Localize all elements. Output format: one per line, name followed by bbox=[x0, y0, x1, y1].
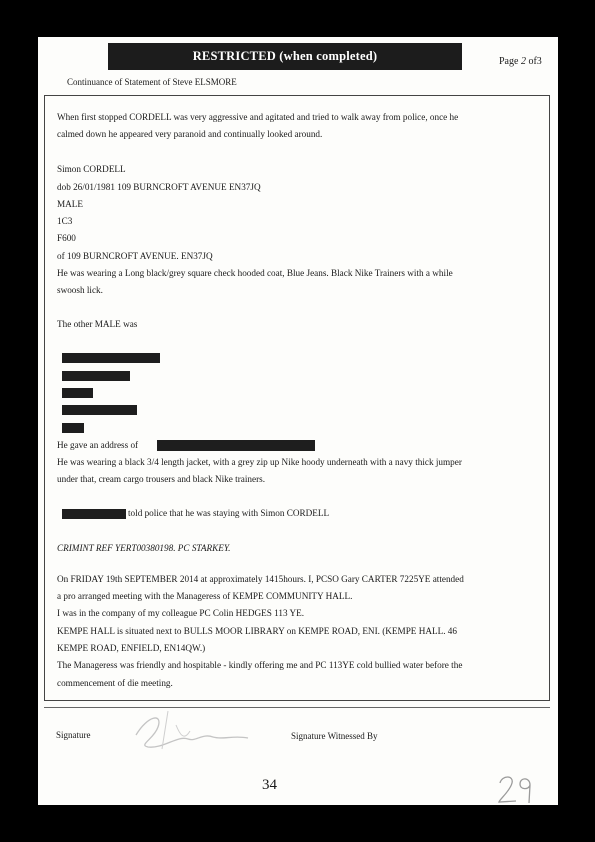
body-line: He gave an address of bbox=[57, 440, 139, 450]
redaction-block bbox=[62, 423, 84, 433]
page-prefix: Page bbox=[499, 56, 521, 67]
statement-page bbox=[38, 37, 558, 805]
signature-label: Signature bbox=[56, 730, 91, 740]
body-line: dob 26/01/1981 109 BURNCROFT AVENUE EN37JQ bbox=[57, 182, 261, 192]
continuance-label: Continuance of Statement of Steve ELSMORE bbox=[67, 77, 237, 87]
body-line: The Manageress was friendly and hospitable - kindly offering me and PC 113YE cold bullied water before the bbox=[57, 660, 463, 670]
redaction-block bbox=[62, 371, 130, 381]
redaction-block bbox=[62, 353, 160, 363]
redaction-block bbox=[62, 388, 93, 398]
body-line: 1C3 bbox=[57, 216, 73, 226]
body-line: commencement of die meeting. bbox=[57, 678, 173, 688]
signature-scrawl-icon bbox=[118, 705, 268, 755]
page-indicator bbox=[499, 56, 542, 67]
page-current: 2 bbox=[520, 56, 526, 67]
body-line: KEMPE HALL is situated next to BULLS MOOR LIBRARY on KEMPE ROAD, ENI. (KEMPE HALL. 46 bbox=[57, 626, 457, 636]
body-line: F600 bbox=[57, 233, 76, 243]
body-line: of 109 BURNCROFT AVENUE. EN37JQ bbox=[57, 251, 213, 261]
redaction-block bbox=[157, 440, 315, 451]
body-line: swoosh lick. bbox=[57, 285, 103, 295]
restricted-banner: RESTRICTED (when completed) bbox=[108, 43, 462, 70]
body-line: KEMPE ROAD, ENFIELD, EN14QW.) bbox=[57, 643, 206, 653]
body-line: On FRIDAY 19th SEPTEMBER 2014 at approximately 1415hours. I, PCSO Gary CARTER 7225YE attended bbox=[57, 574, 464, 584]
page-number: 34 bbox=[262, 777, 277, 793]
body-line: Simon CORDELL bbox=[57, 164, 126, 174]
body-line: He was wearing a Long black/grey square check hooded coat, Blue Jeans. Black Nike Trainers with a while bbox=[57, 268, 453, 278]
body-line: He was wearing a black 3/4 length jacket, with a grey zip up Nike hoody underneath with a navy thick jumper bbox=[57, 457, 462, 467]
handwritten-number-icon bbox=[496, 773, 538, 805]
body-line: under that, cream cargo trousers and black Nike trainers. bbox=[57, 474, 265, 484]
redaction-block bbox=[62, 509, 126, 519]
witness-label: Signature Witnessed By bbox=[291, 731, 378, 741]
body-line: I was in the company of my colleague PC Colin HEDGES 113 YE. bbox=[57, 608, 305, 618]
body-line: told police that he was staying with Simon CORDELL bbox=[128, 508, 330, 518]
body-line: The other MALE was bbox=[57, 319, 138, 329]
body-line: calmed down he appeared very paranoid and continually looked around. bbox=[57, 129, 323, 139]
redaction-block bbox=[62, 405, 137, 415]
body-line: CRIMINT REF YERT00380198. PC STARKEY. bbox=[57, 543, 231, 553]
page-suffix: of3 bbox=[525, 56, 542, 67]
body-line: a pro arranged meeting with the Manageress of KEMPE COMMUNITY HALL. bbox=[57, 591, 353, 601]
body-line: MALE bbox=[57, 199, 84, 209]
body-line: When first stopped CORDELL was very aggressive and agitated and tried to walk away from police, once he bbox=[57, 112, 459, 122]
